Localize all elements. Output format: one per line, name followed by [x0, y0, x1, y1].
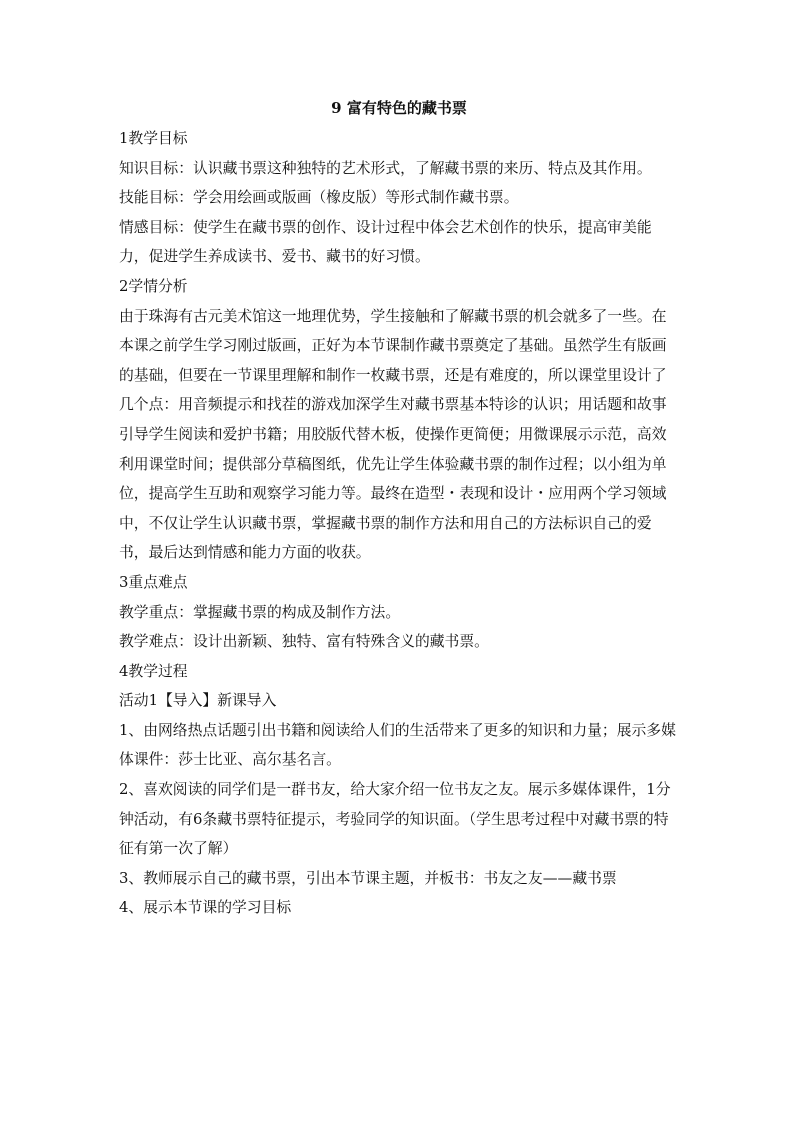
process-step-4: 4、展示本节课的学习目标 [119, 899, 292, 917]
paragraph-skill-objective: 技能目标：学会用绘画或版画（橡皮版）等形式制作藏书票。 [119, 189, 519, 207]
process-step-1: 1、由网络热点话题引出书籍和阅读给人们的生活带来了更多的知识和力量；展示多媒体课件：莎士比亚、高尔基名言。 [119, 721, 676, 769]
paragraph-student-analysis: 由于珠海有古元美术馆这一地理优势，学生接触和了解藏书票的机会就多了一些。在本课之前学生学习刚过版画，正好为本节课制作藏书票奠定了基础。虽然学生有版画的基础，但要在一节课里理解和制作一枚藏书票，还是有难度的，所以课堂里设计了几个点：用音频提示和找茬的游戏加深学生对藏书票基本特诊的认识；用话题和故事引导学生阅读和爱护书籍；用胶版代替木板，使操作更简便；用微课展示示范，高效利用课堂时间；提供部分草稿图纸，优先让学生体验藏书票的制作过程；以小组为单位，提高学生互助和观察学习能力等。最终在造型・表现和设计・应用两个学习领域中，不仅让学生认识藏书票，掌握藏书票的制作方法和用自己的方法标识自己的爱书，最后达到情感和能力方面的收获。 [119, 307, 667, 562]
paragraph-difficult-point: 教学难点：设计出新颖、独特、富有特殊含义的藏书票。 [119, 633, 489, 651]
section-heading-key-points: 3重点难点 [119, 573, 188, 591]
section-heading-teaching-objectives: 1教学目标 [119, 130, 188, 147]
paragraph-key-point: 教学重点：掌握藏书票的构成及制作方法。 [119, 603, 401, 621]
paragraph-knowledge-objective: 知识目标：认识藏书票这种独特的艺术形式，了解藏书票的来历、特点及其作用。 [119, 159, 652, 177]
section-heading-student-analysis: 2学情分析 [119, 277, 188, 295]
document-title: 9 富有特色的藏书票 [331, 99, 467, 117]
document-body [119, 96, 679, 923]
process-step-2: 2、喜欢阅读的同学们是一群书友，给大家介绍一位书友之友。展示多媒体课件，1分钟活动，有6条藏书票特征提示，考验同学的知识面。（学生思考过程中对藏书票的特征有第一次了解） [119, 781, 671, 858]
process-step-3: 3、教师展示自己的藏书票，引出本节课主题，并板书：书友之友——藏书票 [119, 869, 617, 887]
paragraph-emotion-objective: 情感目标：使学生在藏书票的创作、设计过程中体会艺术创作的快乐，提高审美能力，促进学生养成读书、爱书、藏书的好习惯。 [119, 218, 652, 266]
section-heading-teaching-process: 4教学过程 [119, 662, 188, 680]
activity-heading: 活动1【导入】新课导入 [119, 692, 277, 710]
